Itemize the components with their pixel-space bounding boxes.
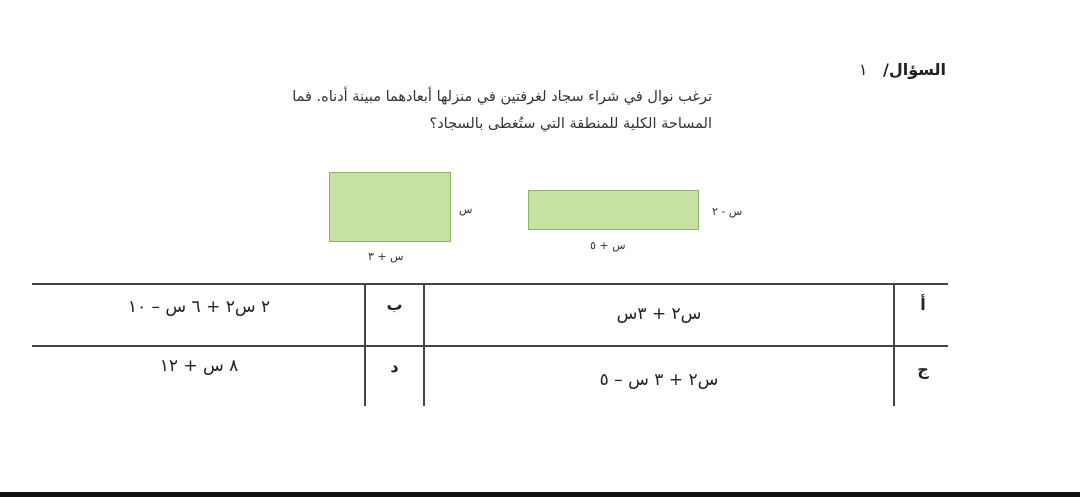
question-prompt: ترغب نوال في شراء سجاد لغرفتين في منزلها أبعادهما مبينة أدناه. فما المساحة الكلية للمنطقة التي ستُغطى بالسجاد؟ (292, 89, 712, 132)
right-room-side-label: س - ٢ (712, 205, 743, 218)
table-middle-border (32, 345, 948, 347)
option-c-letter[interactable]: ج (917, 360, 929, 379)
question-title (859, 60, 946, 79)
right-room-bottom-label: س + ٥ (590, 239, 626, 252)
option-d-answer[interactable]: ٨ س + ١٢ (159, 356, 239, 376)
option-b-letter[interactable]: ب (386, 295, 403, 314)
bottom-bar (0, 492, 1080, 497)
table-top-border (32, 283, 948, 285)
question-number: ١ (858, 60, 868, 79)
left-room-bottom-label: س + ٣ (368, 250, 404, 263)
option-c-answer[interactable]: س٢ + ٣ س – ٥ (599, 370, 719, 390)
option-a-letter[interactable]: أ (920, 295, 926, 314)
option-b-answer[interactable]: ٢ س٢ + ٦ س – ١٠ (127, 297, 271, 317)
left-room-side-label: س (459, 203, 473, 216)
option-a-answer[interactable]: س٢ + ٣س (616, 304, 702, 324)
right-room-rectangle (528, 190, 699, 230)
left-room-rectangle (329, 172, 451, 242)
table-divider-3 (893, 283, 895, 406)
question-label: السؤال/ (882, 60, 946, 79)
option-d-letter[interactable]: د (390, 357, 399, 376)
